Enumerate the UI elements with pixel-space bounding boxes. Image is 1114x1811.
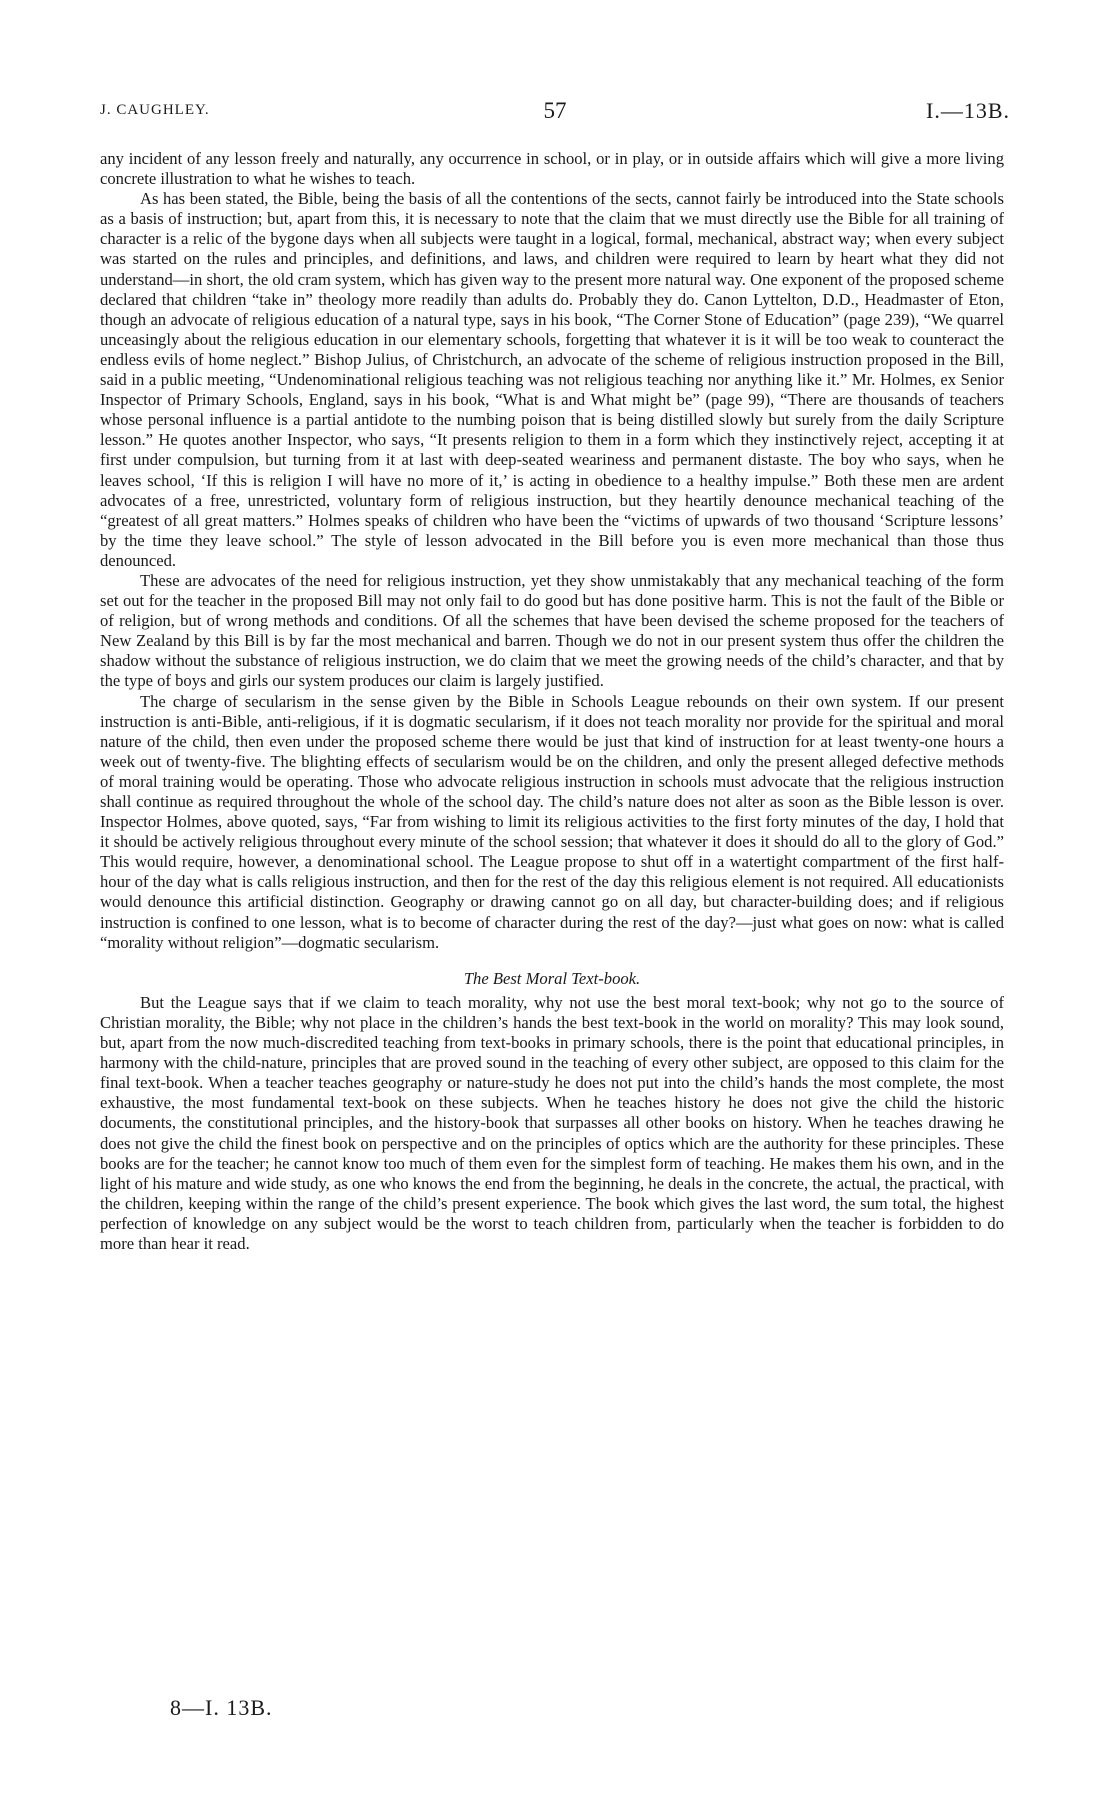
page-header <box>100 98 1010 128</box>
header-author: J. CAUGHLEY. <box>100 102 210 118</box>
paragraph: But the League says that if we claim to teach morality, why not use the best moral text-book; why not go to the source of Christian morality, the Bible; why not place in the children’s hands the best text-book in the world on morality? This may look sound, but, apart from the now much-discredited teaching from text-books in primary schools, there is the point that educational principles, in harmony with the child-nature, principles that are proved sound in the teaching of every other subject, are opposed to this claim for the final text-book. When a teacher teaches geography or nature-study he does not put into the child’s hands the most complete, the most exhaustive, the most fundamental text-book on these subjects. When he teaches history he does not give the child the historic documents, the constitutional principles, and the history-book that surpasses all other books on history. When he teaches drawing he does not give the child the finest book on perspective and on the principles of optics which are the authority for these principles. These books are for the teacher; he cannot know too much of them even for the simplest form of teaching. He makes them his own, and in the light of his mature and wide study, as one who knows the end from the beginning, he deals in the concrete, the actual, the practical, with the children, keeping within the range of the child’s present experience. The book which gives the last word, the sum total, the highest perfection of knowledge on any subject would be the worst to teach children from, particularly when the teacher is forbidden to do more than hear it read. <box>100 992 1004 1253</box>
paragraph: These are advocates of the need for religious instruction, yet they show unmistakably that any mechanical teaching of the form set out for the teacher in the proposed Bill may not only fail to do good but has done positive harm. This is not the fault of the Bible or of religion, but of wrong methods and conditions. Of all the schemes that have been devised the scheme proposed for the teachers of New Zealand by this Bill is by far the most mechanical and barren. Though we do not in our present system thus offer the children the shadow without the substance of religious instruction, we do claim that we meet the growing needs of the child’s character, and that by the type of boys and girls our system produces our claim is largely justified. <box>100 570 1004 691</box>
page-signature: 8—I. 13B. <box>170 1695 273 1720</box>
paragraph: The charge of secularism in the sense given by the Bible in Schools League rebounds on their own system. If our present instruction is anti-Bible, anti-religious, if it is dogmatic secularism, if it does not teach morality nor provide for the spiritual and moral nature of the child, then even under the proposed scheme there would be just that kind of instruction for at least twenty-one hours a week out of twenty-five. The blighting effects of secularism would be on the children, and only the present alleged defective methods of moral training would be operating. Those who advocate religious instruction in schools must advocate that the religious instruction shall continue as required throughout the whole of the school day. The child’s nature does not alter as soon as the Bible lesson is over. Inspector Holmes, above quoted, says, “Far from wishing to limit its religious activities to the first forty minutes of the day, I hold that it should be actively religious throughout every minute of the school session; that whatever it does it should do all to the glory of God.” This would require, however, a denominational school. The League propose to shut off in a watertight compartment of the first half-hour of the day what is calls religious instruction, and then for the rest of the day this religious element is not required. All educationists would denounce this artificial distinction. Geography or drawing cannot go on all day, but character-building does; and if religious instruction is confined to one lesson, what is to become of character during the rest of the day?—just what goes on now: what is called “morality without religion”—dogmatic secularism. <box>100 691 1004 952</box>
paragraph: any incident of any lesson freely and naturally, any occurrence in school, or in play, or in outside affairs which will give a more living concrete illustration to what he wishes to teach. <box>100 149 1004 189</box>
document-body <box>100 149 1004 1254</box>
page-number: 57 <box>543 98 567 123</box>
paragraph: As has been stated, the Bible, being the basis of all the contentions of the sects, cannot fairly be introduced into the State schools as a basis of instruction; but, apart from this, it is necessary to note that the claim that we must directly use the Bible for all training of character is a relic of the bygone days when all subjects were taught in a logical, formal, mechanical, abstract way; when every subject was started on the rules and principles, and definitions, and laws, and children were required to learn by heart what they did not understand—in short, the old cram system, which has given way to the present more natural way. One exponent of the proposed scheme declared that children “take in” theology more readily than adults do. Probably they do. Canon Lyttelton, D.D., Headmaster of Eton, though an advocate of religious education of a natural type, says in his book, “The Corner Stone of Education” (page 239), “We quarrel unceasingly about the religious education in our elementary schools, forgetting that whatever it is it will be too weak to counteract the endless evils of home neglect.” Bishop Julius, of Christchurch, an advocate of the scheme of religious instruction proposed in the Bill, said in a public meeting, “Undenominational religious teaching was not religious teaching nor anything like it.” Mr. Holmes, ex Senior Inspector of Primary Schools, England, says in his book, “What is and What might be” (page 99), “There are thousands of teachers whose personal influence is a partial antidote to the numbing poison that is being distilled slowly but surely from the daily Scripture lesson.” He quotes another Inspector, who says, “It presents religion to them in a form which they instinctively reject, accepting it at first under compulsion, but turning from it at last with deep-seated weariness and permanent distaste. The boy who says, when he leaves school, ‘If this is religion I will have no more of it,’ is acting in obedience to a healthy impulse.” Both these men are ardent advocates of a free, unrestricted, voluntary form of religious instruction, but they heartily denounce mechanical teaching of the “greatest of all great matters.” Holmes speaks of children who have been the “victims of upwards of two thousand ‘Scripture lessons’ by the time they leave school.” The style of lesson advocated in the Bill before you is even more mechanical than those thus denounced. <box>100 189 1004 570</box>
section-heading: The Best Moral Text-book. <box>463 968 641 988</box>
header-reference: I.—13B. <box>926 98 1010 123</box>
